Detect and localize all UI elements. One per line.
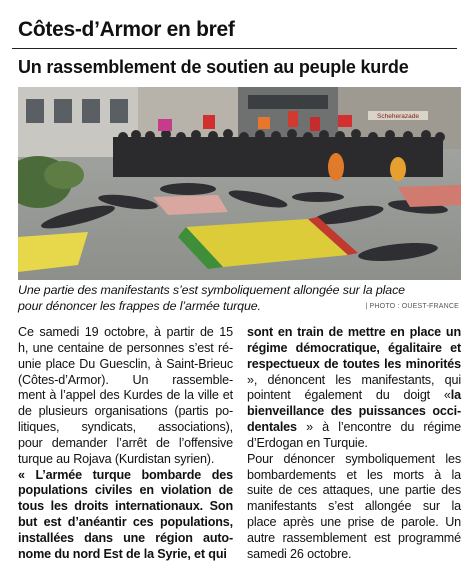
article-line: sont en train de mettre en place un bbox=[247, 325, 461, 339]
article-line: bienveillance des puissances occi- bbox=[247, 404, 461, 419]
article-line: pointent également du doigt «la bbox=[247, 388, 461, 403]
article-line: « L’armée turque bombarde des bbox=[18, 467, 233, 482]
article-line: populations civiles en violation de bbox=[18, 483, 233, 498]
caption-line: pour dénoncer les frappes de l’armée turque. bbox=[18, 298, 261, 313]
article-line: (Côtes-d’Armor). Un rassemble- bbox=[18, 372, 233, 387]
article-line: litiques, syndicats, associations), bbox=[18, 420, 233, 435]
article-line: d’Erdogan en Turquie. bbox=[247, 435, 368, 450]
article-line: dentales » à l’encontre du régime bbox=[247, 420, 461, 435]
title-divider bbox=[12, 48, 457, 49]
article-line: », dénoncent les manifestants, qui bbox=[247, 372, 461, 387]
article-line: unie place Du Guesclin, à Saint-Brieuc bbox=[18, 356, 233, 371]
article-photo bbox=[18, 87, 461, 280]
article-line: turque au Rojava (Kurdistan syrien). bbox=[18, 451, 215, 466]
article-line: de plusieurs organisations (partis po- bbox=[18, 404, 233, 419]
article-line: nome du nord Est de la Syrie, et qui bbox=[18, 546, 227, 561]
section-title: Côtes-d’Armor en bref bbox=[18, 18, 235, 41]
article-line: régime démocratique, égalitaire et bbox=[247, 340, 461, 355]
article-line: Ce samedi 19 octobre, à partir de 15 bbox=[18, 325, 233, 339]
caption-line: Une partie des manifestants s’est symboliquement allongée sur la place bbox=[18, 283, 405, 297]
article-line: pour demander l’arrêt de l’offensive bbox=[18, 435, 233, 450]
article-line: tous les droits internationaux. Son bbox=[18, 499, 233, 514]
photo-credit: | PHOTO : OUEST-FRANCE bbox=[365, 303, 459, 310]
article-line: manifestants s’est allongée sur la bbox=[247, 499, 461, 514]
article-line: samedi 26 octobre. bbox=[247, 546, 352, 561]
article-line: ment à l’appel des Kurdes de la ville et bbox=[18, 388, 233, 403]
shop-sign: Scheherazade bbox=[377, 113, 419, 120]
article-line: respectueux de toutes les minorités bbox=[247, 356, 461, 371]
article-line: suite de ces attaques, une partie des bbox=[247, 483, 461, 498]
article-column-2 bbox=[247, 325, 461, 563]
article-line: place après une prise de parole. Un bbox=[247, 515, 461, 530]
article-line: autre rassemblement est programmé bbox=[247, 530, 461, 545]
article-line: h, une centaine de personnes s’est ré- bbox=[18, 340, 233, 355]
article-line: installées dans une région auto- bbox=[18, 530, 233, 545]
article-line: but est d’anéantir ces populations, bbox=[18, 515, 233, 530]
article-headline: Un rassemblement de soutien au peuple kurde bbox=[18, 57, 409, 77]
article-line: bombardements et les morts à la bbox=[247, 467, 461, 482]
article-column-1 bbox=[18, 325, 233, 563]
article-line: Pour dénoncer symboliquement les bbox=[247, 451, 461, 466]
